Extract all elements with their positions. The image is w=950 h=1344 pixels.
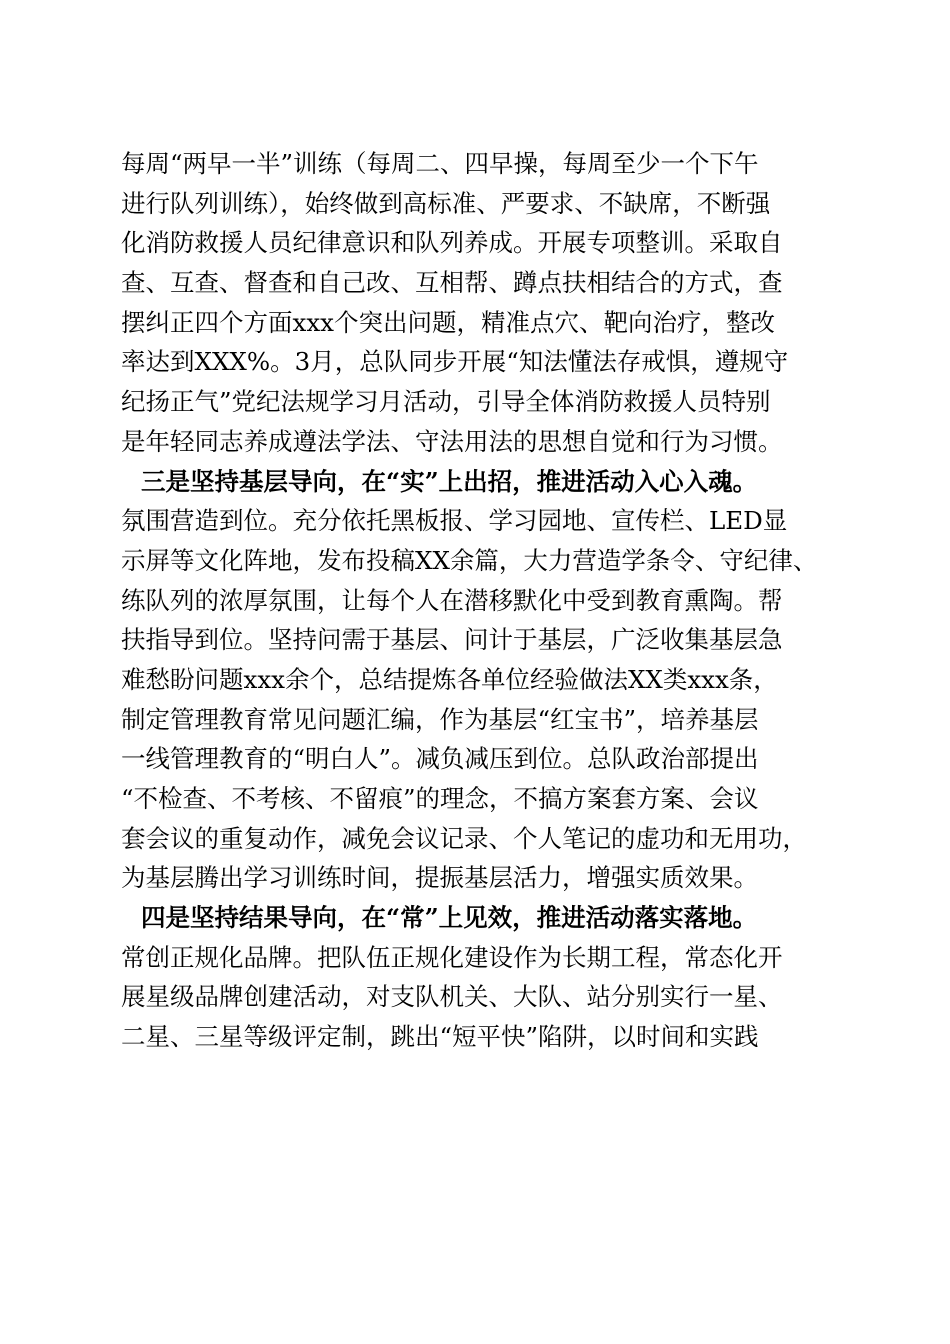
text-line: 纪扬正气”党纪法规学习月活动，引导全体消防救援人员特别 [121,387,771,417]
text-line: 为基层腾出学习训练时间，提振基层活力，增强实质效果。 [121,863,758,893]
text-line: 进行队列训练），始终做到高标准、严要求、不缺席，不断强 [121,188,771,218]
text-line: 查、互查、督查和自己改、互相帮、蹲点扶相结合的方式，查 [121,268,783,298]
text-line: 套会议的重复动作，减免会议记录、个人笔记的虚功和无用功， [121,823,807,853]
text-line: 展星级品牌创建活动，对支队机关、大队、站分别实行一星、 [121,982,783,1012]
text-line: 率达到XXX%。3月，总队同步开展“知法懂法存戒惧，遵规守 [121,347,789,377]
text-line: 示屏等文化阵地，发布投稿XX余篇，大力营造学条令、守纪律、 [121,545,818,575]
text-line: 难愁盼问题xxx余个，总结提炼各单位经验做法XX类xxx条， [121,664,778,694]
text-line: 练队列的浓厚氛围，让每个人在潜移默化中受到教育熏陶。帮 [121,585,783,615]
text-line: “不检查、不考核、不留痕”的理念，不搞方案套方案、会议 [121,784,759,813]
document-body [121,144,826,1057]
section-heading: 三是坚持基层导向，在“实”上出招，推进活动入心入魂。 [141,466,758,496]
paragraph-results-orientation [121,898,826,1057]
text-line: 化消防救援人员纪律意识和队列养成。开展专项整训。采取自 [121,228,783,258]
text-line: 常创正规化品牌。把队伍正规化建设作为长期工程，常态化开 [121,942,783,972]
text-line: 氛围营造到位。充分依托黑板报、学习园地、宣传栏、LED显 [121,506,788,536]
paragraph-grassroots-orientation [121,462,826,899]
text-line: 制定管理教育常见问题汇编，作为基层“红宝书”，培养基层 [121,704,759,734]
text-line: 摆纠正四个方面xxx个突出问题，精准点穴、靶向治疗，整改 [121,307,775,337]
paragraph-discipline-training [121,144,826,462]
text-line: 每周“两早一半”训练（每周二、四早操，每周至少一个下午 [121,149,759,178]
section-heading: 四是坚持结果导向，在“常”上见效，推进活动落实落地。 [141,903,758,933]
text-line: 扶指导到位。坚持问需于基层、问计于基层，广泛收集基层急 [121,625,783,655]
text-line: 二星、三星等级评定制，跳出“短平快”陷阱，以时间和实践 [121,1022,759,1052]
text-line: 是年轻同志养成遵法学法、守法用法的思想自觉和行为习惯。 [121,426,783,456]
text-line: 一线管理教育的“明白人”。减负减压到位。总队政治部提出 [121,744,759,774]
